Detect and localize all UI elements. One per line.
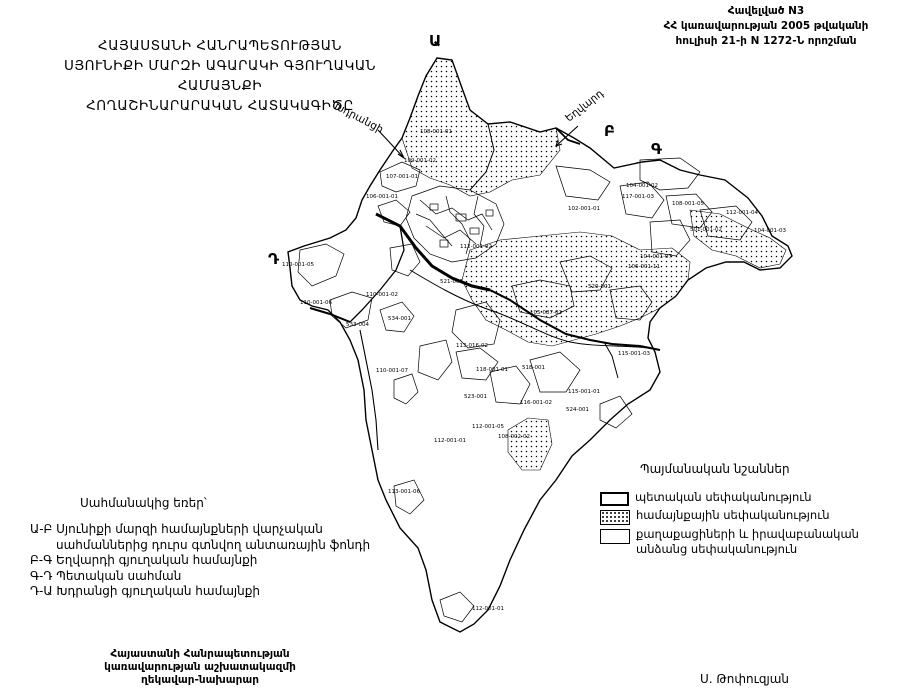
parcel-label: 113-016-02 bbox=[456, 343, 488, 349]
signer-right: Ս. Թոփուզյան bbox=[700, 672, 790, 686]
parcel-label: 117-001-03 bbox=[622, 194, 654, 200]
legend-item-state bbox=[600, 490, 880, 506]
boundary-line-2: սահմաններից դուրս գտնվող անտառային ֆոնդի bbox=[56, 537, 371, 552]
parcel-label: 108-001-01 bbox=[420, 129, 452, 135]
parcel-label: 110-001-06 bbox=[300, 300, 332, 306]
state-property-swatch bbox=[600, 492, 629, 506]
corner-g-label: Գ bbox=[651, 140, 662, 158]
annex-line-2: ՀՀ կառավարության 2005 թվականի bbox=[663, 20, 869, 32]
parcel-label: 112-001-05 bbox=[472, 424, 504, 430]
legend-title: Պայմանական նշաններ bbox=[640, 462, 790, 476]
parcel-label: 106-001-11 bbox=[628, 264, 660, 270]
legend-item-community bbox=[600, 508, 880, 525]
signer-left bbox=[90, 648, 310, 687]
boundaries-title: Սահմանակից եռեր՝ bbox=[80, 496, 207, 510]
parcel-label: 521-001 bbox=[440, 279, 463, 285]
parcel-label: 112-001-04 bbox=[726, 210, 758, 216]
boundary-line-3: Բ-Գ Եղվարդի գյուղական համայնքի bbox=[30, 553, 258, 567]
parcel-label: 501-001-02 bbox=[690, 227, 722, 233]
corner-b-label: Բ bbox=[604, 122, 615, 140]
annex-line-1: Հավելված N3 bbox=[727, 5, 805, 17]
parcel-label: 108-001-05 bbox=[672, 201, 704, 207]
parcel-label: 110-001-07 bbox=[376, 368, 408, 374]
parcel-label: 108-002-02 bbox=[498, 434, 530, 440]
direction-khdrants: Խդրանցի bbox=[332, 100, 386, 136]
parcel-label: 118-001-01 bbox=[476, 367, 508, 373]
parcel-label: 112-001-02 bbox=[460, 244, 492, 250]
legend-label-private bbox=[636, 527, 859, 557]
parcel-label: 105-087-01 bbox=[530, 310, 562, 316]
parcel-label: 107-001-01 bbox=[386, 174, 418, 180]
parcel-label: 106-001-01 bbox=[366, 194, 398, 200]
parcel-label: 524-001 bbox=[566, 407, 589, 413]
legend-label-state: պետական սեփականություն bbox=[635, 490, 812, 504]
boundary-line-5: Դ-Ա Խդրանցի գյուղական համայնքի bbox=[30, 584, 260, 598]
parcel-label: 113-001-06 bbox=[388, 489, 420, 495]
direction-yeghvard: Եղվարդ bbox=[563, 87, 606, 125]
signer-left-line-3: ղեկավար-նախարար bbox=[141, 674, 259, 686]
corner-d-label: Դ bbox=[268, 250, 279, 268]
community-property-swatch bbox=[600, 510, 630, 525]
signer-left-line-2: կառավարության աշխատակազմի bbox=[104, 661, 296, 673]
title-line-2: ՍՅՈՒՆԻՔԻ ՄԱՐԶԻ ԱԳԱՐԱԿԻ ԳՅՈՒՂԱԿԱՆ ՀԱՄԱՅՆՔԻ bbox=[63, 58, 377, 94]
parcel-label: 104-001-07 bbox=[640, 254, 672, 260]
parcel-label: 112-001-01 bbox=[472, 606, 504, 612]
title-line-3: ՀՈՂԱՇԻՆԱՐԱՐԱԿԱՆ ՀԱՏԱԿԱԳԻԾԸ bbox=[86, 98, 354, 114]
parcel-label: 518-001 bbox=[522, 365, 545, 371]
boundaries-list bbox=[30, 522, 390, 600]
parcel-label: 104-001-03 bbox=[754, 228, 786, 234]
parcel-label: 109-001-02 bbox=[404, 158, 436, 164]
boundary-line-1: Ա-Բ Սյունիքի մարզի համայնքների վարչական bbox=[30, 522, 323, 536]
parcel-label: 115-001-03 bbox=[618, 351, 650, 357]
parcel-label: 112-001-01 bbox=[434, 438, 466, 444]
annex-line-3: հուլիսի 21-ի N 1272-Ն որոշման bbox=[675, 35, 857, 47]
legend-label-private-line1: քաղաքացիների և իրավաբանական bbox=[636, 527, 859, 541]
legend-item-private bbox=[600, 527, 880, 557]
legend-label-private-line2: անձանց սեփականություն bbox=[636, 542, 798, 556]
signer-left-line-1: Հայաստանի Հանրապետության bbox=[110, 648, 290, 660]
private-property-swatch bbox=[600, 529, 630, 544]
parcel-label: 104-001-02 bbox=[626, 183, 658, 189]
title-line-1: ՀԱՅԱՍՏԱՆԻ ՀԱՆՐԱՊԵՏՈՒԹՅԱՆ bbox=[98, 38, 342, 54]
parcel-label: 116-001-02 bbox=[520, 400, 552, 406]
boundary-line-4: Գ-Դ Պետական սահման bbox=[30, 568, 182, 583]
parcel-label: 115-001-01 bbox=[568, 389, 600, 395]
parcel-label: 110-001-05 bbox=[282, 262, 314, 268]
corner-a-label: Ա bbox=[429, 32, 442, 50]
legend bbox=[600, 490, 880, 559]
parcel-label: 102-001-01 bbox=[568, 206, 600, 212]
parcel-label: 534-001 bbox=[388, 316, 411, 322]
parcel-label: 520-001 bbox=[588, 284, 611, 290]
parcel-label: 523-001 bbox=[464, 394, 487, 400]
parcel-label: 533-004 bbox=[346, 322, 369, 328]
legend-label-community: համայնքային սեփականություն bbox=[636, 508, 830, 522]
parcel-label: 110-001-02 bbox=[366, 292, 398, 298]
community-land-north bbox=[402, 58, 560, 196]
